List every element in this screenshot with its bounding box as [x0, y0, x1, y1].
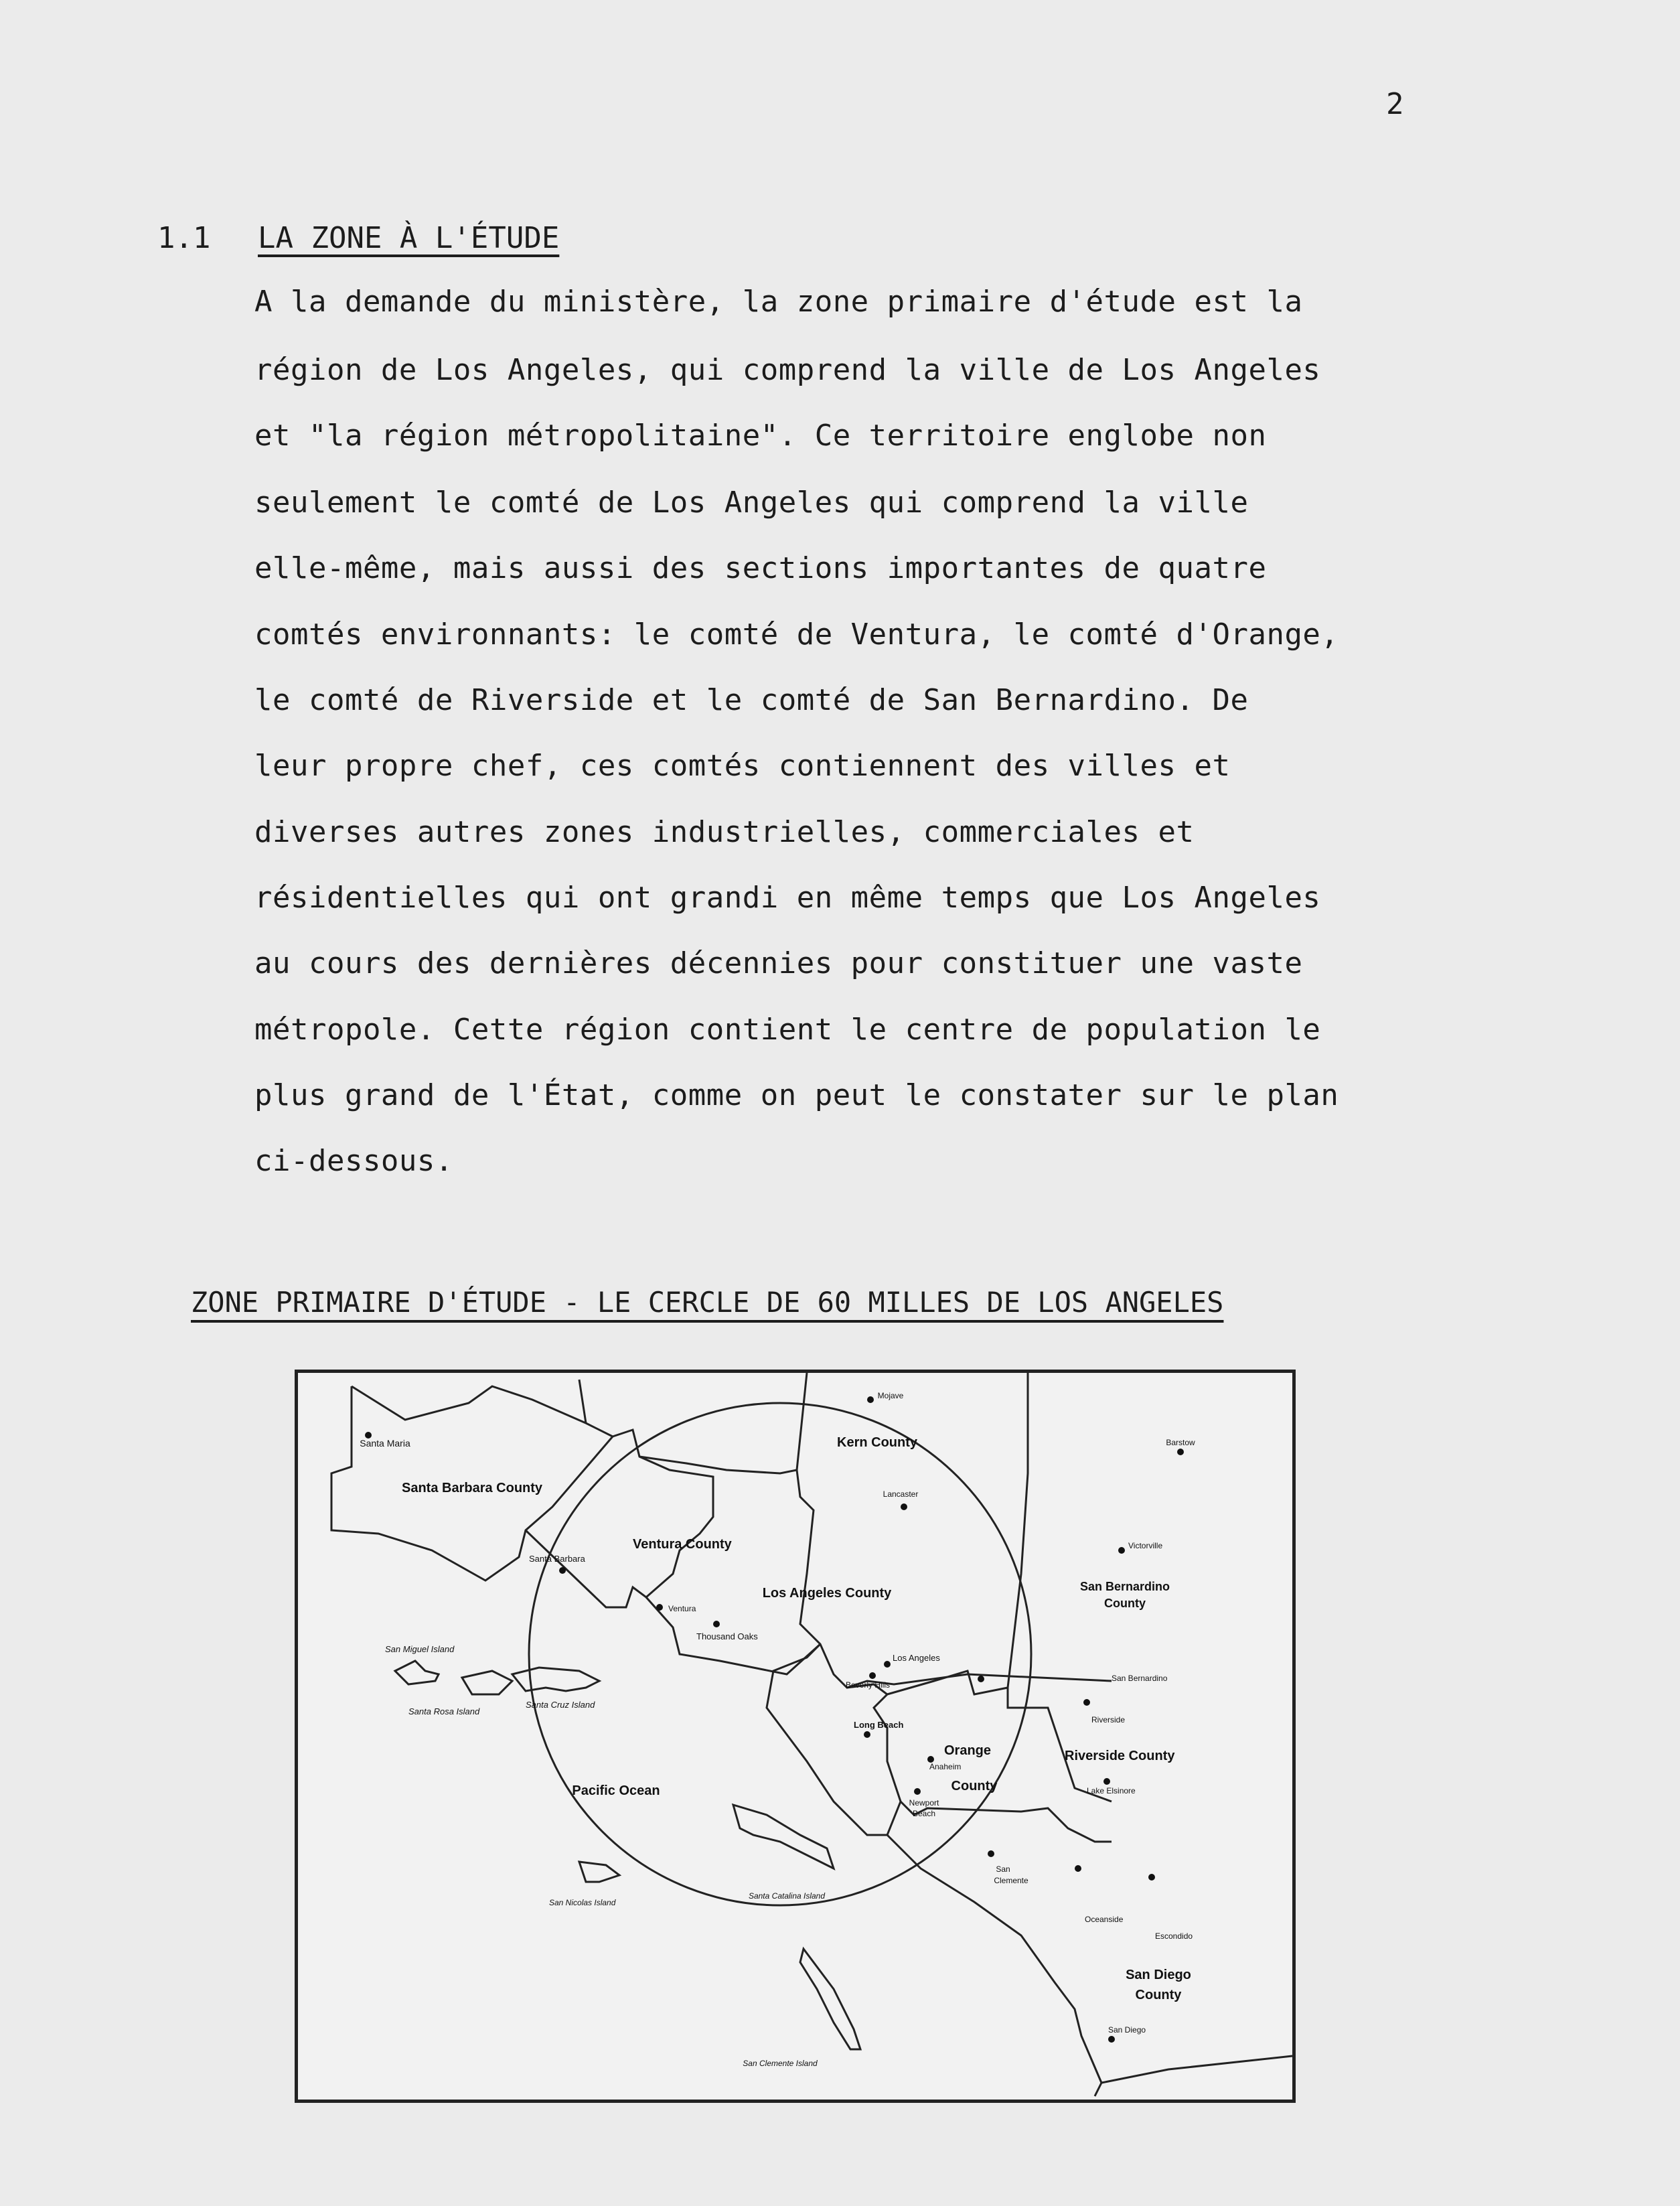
santa-cruz-island: [512, 1668, 599, 1691]
label-oceanside: Oceanside: [1085, 1915, 1124, 1924]
city-dot: [1103, 1778, 1110, 1785]
label-barstow: Barstow: [1166, 1438, 1195, 1447]
label-santa-catalina-island: Santa Catalina Island: [748, 1891, 826, 1901]
map-drawing: [298, 1373, 1292, 2100]
label-victorville: Victorville: [1128, 1541, 1163, 1550]
paragraph-line: elle-même, mais aussi des sections importantes de quatre: [254, 551, 1267, 585]
la-county-east-boundary: [797, 1470, 1112, 1688]
san-clemente-island: [800, 1949, 860, 2049]
label-kern-county: Kern County: [837, 1435, 917, 1450]
city-dot: [559, 1567, 566, 1574]
label-lake-elsinore: Lake Elsinore: [1087, 1786, 1136, 1795]
label-orange-county-line1: Orange: [943, 1743, 992, 1758]
label-ventura: Ventura: [668, 1604, 696, 1613]
label-san-miguel-island: San Miguel Island: [385, 1644, 455, 1654]
label-riverside-county: Riverside County: [1065, 1749, 1175, 1763]
paragraph-line: et "la région métropolitaine". Ce territoire englobe non: [254, 419, 1267, 453]
label-santa-rosa-island: Santa Rosa Island: [408, 1706, 480, 1716]
label-orange-county-line2: County: [951, 1779, 998, 1793]
city-dot: [1083, 1699, 1090, 1706]
label-riverside: Riverside: [1091, 1715, 1126, 1724]
city-dot: [884, 1661, 891, 1668]
city-dot: [1108, 2036, 1115, 2043]
city-dot: [656, 1604, 663, 1611]
paragraph-line: le comté de Riverside et le comté de San Bernardino. De: [254, 683, 1249, 717]
label-mojave: Mojave: [877, 1391, 904, 1400]
paragraph-line: métropole. Cette région contient le centre de population le: [254, 1013, 1321, 1047]
label-san-clemente-island: San Clemente Island: [743, 2059, 818, 2068]
city-dot: [1177, 1449, 1184, 1455]
city-dot: [869, 1672, 876, 1679]
city-dot: [867, 1396, 874, 1403]
section-title: LA ZONE À L'ÉTUDE: [258, 221, 560, 255]
city-dot: [1148, 1874, 1155, 1881]
label-santa-maria: Santa Maria: [360, 1438, 410, 1449]
mexico-border: [1101, 2056, 1292, 2083]
label-beverly-hills: Beverly Hills: [846, 1680, 891, 1690]
city-dot: [864, 1731, 870, 1738]
label-newport-beach-line1: Newport: [909, 1798, 939, 1808]
paragraph-line: résidentielles qui ont grandi en même temps que Los Angeles: [254, 881, 1321, 915]
label-san-bernardino-county-line1: San Bernardino: [1079, 1580, 1170, 1593]
kern-la-boundary: [579, 1373, 807, 1473]
label-santa-cruz-island: Santa Cruz Island: [526, 1700, 595, 1710]
map-title: ZONE PRIMAIRE D'ÉTUDE - LE CERCLE DE 60 MILLES DE LOS ANGELES: [191, 1286, 1224, 1319]
paragraph-line: comtés environnants: le comté de Ventura, le comté d'Orange,: [254, 617, 1339, 652]
label-long-beach: Long Beach: [854, 1720, 904, 1730]
label-san-bernardino-county-line2: County: [1104, 1597, 1146, 1610]
city-dot: [1075, 1865, 1081, 1872]
label-thousand-oaks: Thousand Oaks: [696, 1631, 758, 1641]
label-san-nicolas-island: San Nicolas Island: [549, 1898, 616, 1907]
san-diego-coast: [887, 1835, 1101, 2096]
label-ventura-county: Ventura County: [633, 1537, 732, 1552]
paragraph-line: région de Los Angeles, qui comprend la ville de Los Angeles: [254, 353, 1321, 387]
map-figure: [295, 1370, 1296, 2103]
city-dot: [988, 1850, 994, 1857]
label-san-clemente-line1: San: [996, 1864, 1010, 1874]
label-san-bernardino: San Bernardino: [1112, 1674, 1168, 1683]
ventura-county-boundary: [526, 1430, 713, 1607]
city-dot: [901, 1503, 907, 1510]
label-lancaster: Lancaster: [883, 1489, 919, 1499]
paragraph-line: A la demande du ministère, la zone primaire d'étude est la: [254, 285, 1303, 319]
paragraph-line: diverses autres zones industrielles, commerciales et: [254, 815, 1195, 849]
paragraph-line: seulement le comté de Los Angeles qui comprend la ville: [254, 486, 1249, 520]
section-heading: [157, 221, 559, 255]
label-newport-beach-line2: Beach: [912, 1809, 936, 1818]
san-miguel-island: [395, 1661, 439, 1684]
paragraph-line: leur propre chef, ces comtés contiennent des villes et: [254, 749, 1231, 783]
santa-rosa-island: [462, 1671, 512, 1694]
label-escondido: Escondido: [1155, 1931, 1193, 1941]
paragraph-line: au cours des dernières décennies pour constituer une vaste: [254, 946, 1303, 980]
san-nicolas-island: [579, 1862, 619, 1882]
sixty-mile-circle: [529, 1403, 1031, 1905]
city-dot: [978, 1676, 984, 1682]
city-dot: [1118, 1547, 1125, 1554]
label-santa-barbara: Santa Barbara: [529, 1554, 585, 1564]
label-san-diego-county-line2: County: [1135, 1988, 1182, 2002]
label-santa-barbara-county: Santa Barbara County: [402, 1481, 543, 1495]
city-dot: [713, 1621, 720, 1627]
city-dot: [914, 1788, 921, 1795]
label-los-angeles: Los Angeles: [893, 1653, 940, 1663]
santa-catalina-island: [733, 1805, 834, 1868]
san-bernardino-county-boundary: [1008, 1373, 1028, 1688]
section-number: 1.1: [157, 221, 211, 255]
label-san-diego-county-line1: San Diego: [1126, 1968, 1191, 1982]
paragraph-line: ci-dessous.: [254, 1144, 453, 1178]
label-los-angeles-county: Los Angeles County: [762, 1586, 892, 1601]
label-pacific-ocean: Pacific Ocean: [572, 1783, 660, 1798]
label-anaheim: Anaheim: [929, 1762, 962, 1771]
label-san-diego: San Diego: [1108, 2025, 1146, 2035]
label-san-clemente-line2: Clemente: [994, 1876, 1028, 1885]
paragraph-line: plus grand de l'État, comme on peut le constater sur le plan: [254, 1078, 1339, 1112]
page-number: 2: [1386, 87, 1404, 121]
